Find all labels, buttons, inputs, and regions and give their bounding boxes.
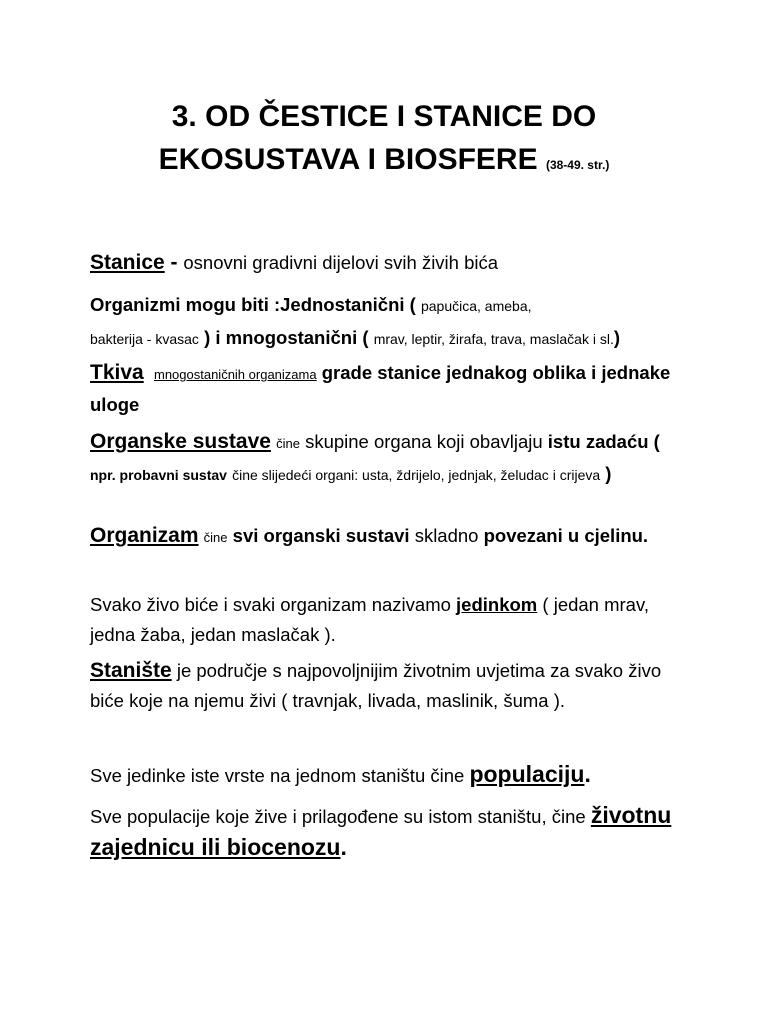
paragraph-tkiva (90, 358, 690, 420)
paren-open-2: ( (357, 327, 374, 348)
organizmi-intro: Organizmi mogu biti :Jednostanični (90, 294, 405, 315)
staniste-definition: je područje s najpovoljnijim životnim uvjetima za svako živo biće koje na njemu živi ( travnjak, livada, maslinik, šuma ). (90, 660, 662, 711)
organizam-bold-1: svi organski sustavi (232, 525, 410, 546)
jedinka-text-1: Svako živo biće i svaki organizam nazivamo (90, 594, 451, 615)
term-organski-sustavi: Organske sustave (90, 430, 271, 453)
paren-close-3: ) (600, 463, 612, 484)
cine-small: čine (276, 436, 300, 451)
zajednica-period: . (340, 834, 347, 860)
term-tkiva: Tkiva (90, 361, 144, 384)
npr-label: npr. probavni sustav (90, 467, 227, 483)
organski-example: čine slijedeći organi: usta, ždrijelo, jednjak, želudac i crijeva (232, 467, 601, 483)
paragraph-zajednica (90, 800, 690, 864)
page-reference: (38-49. str.) (545, 158, 610, 172)
multicellular-examples: mrav, leptir, žirafa, trava, maslačak i sl. (373, 331, 614, 347)
paren-close: ) (198, 327, 216, 348)
paragraph-organizmi (90, 289, 690, 355)
term-jedinka: jedinkom (456, 594, 538, 615)
title-line-1 (0, 100, 768, 134)
paren-open-3: ( (648, 431, 660, 452)
dash: - (164, 251, 184, 274)
paragraph-stanice (90, 248, 690, 278)
organizam-text: skladno (414, 525, 479, 546)
tkiva-qualifier: mnogostaničnih organizama (153, 367, 317, 382)
title-line-2 (0, 143, 768, 177)
paragraph-staniste (90, 656, 690, 716)
term-stanice: Stanice (90, 251, 165, 274)
organizam-bold-2: povezani u cjelinu. (483, 525, 649, 546)
populacija-text: Sve jedinke iste vrste na jednom staništu čine (90, 765, 465, 786)
title-text-2: EKOSUSTAVA I BIOSFERE (158, 143, 538, 176)
cine-small-2: čine (203, 530, 228, 545)
istu-zadacu: istu zadaću (547, 431, 649, 452)
tkiva-definition: grade stanice jednakog oblika i jednake uloge (90, 362, 671, 415)
unicellular-examples: papučica, ameba, (420, 298, 532, 314)
term-organizam: Organizam (90, 524, 199, 547)
populacija-period: . (584, 761, 591, 787)
term-biocenoza: životnu zajednicu ili biocenozu (90, 802, 672, 860)
paragraph-populacija (90, 759, 690, 791)
term-staniste: Stanište (90, 659, 172, 682)
paragraph-organski-sustavi (90, 427, 690, 490)
term-populacija: populaciju (469, 761, 585, 787)
paren-close-2: ) (613, 327, 620, 348)
paragraph-organizam (90, 521, 690, 553)
jedinka-text-2: ( jedan mrav, jedna žaba, jedan maslačak ). (90, 594, 649, 645)
organski-text: skupine organa koji obavljaju (305, 431, 543, 452)
unicellular-examples-2: bakterija - kvasac (90, 331, 199, 347)
multicellular-label: i mnogostanični (215, 327, 358, 348)
zajednica-text: Sve populacije koje žive i prilagođene su istom staništu, čine (90, 806, 586, 827)
paragraph-jedinka (90, 590, 690, 650)
paren-open: ( (404, 294, 421, 315)
stanice-definition: osnovni gradivni dijelovi svih živih bića (183, 252, 499, 273)
title-text-1: 3. OD ČESTICE I STANICE DO (171, 100, 597, 133)
